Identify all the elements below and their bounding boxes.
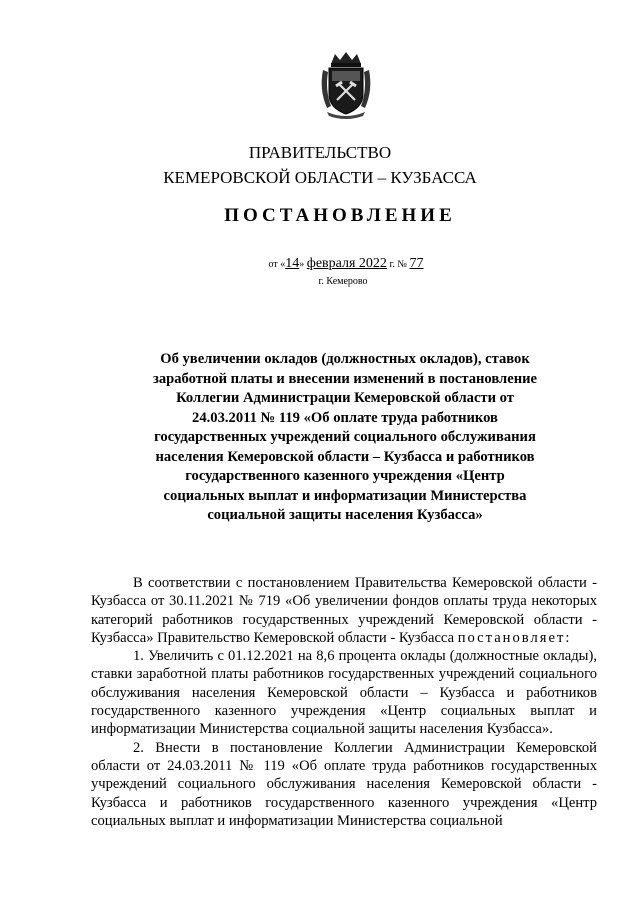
kuzbass-coat-of-arms-icon [317,50,375,120]
date-month-year: февраля 2022 [306,256,387,271]
date-close-quote: » [299,259,305,270]
number-sign: № [397,259,407,270]
date-prefix: от « [268,259,286,270]
preamble-text: В соответствии с постановлением Правительства Кемеровской области - Кузбасса от 30.11.2021 № 719 «Об увеличении фондов оплаты труда некоторых категорий работников государственных учреждений Кемеровской области - Кузбасса» Правительство Кемеровской области - Кузбасса [91,575,597,646]
document-number: 77 [409,256,424,271]
document-body [91,574,597,830]
document-type-title: ПОСТАНОВЛЕНИЕ [224,205,456,226]
city-name: г. Кемерово [318,276,368,287]
date-day: 14 [285,256,300,271]
date-year-suffix: г. [389,259,395,270]
date-number-line [0,256,640,272]
government-name-line1: ПРАВИТЕЛЬСТВО [248,143,392,162]
paragraph-preamble [91,574,597,647]
government-name-line2: КЕМЕРОВСКОЙ ОБЛАСТИ – КУЗБАССА [163,168,477,187]
paragraph-item-2: 2. Внести в постановление Коллегии Администрации Кемеровской области от 24.03.2011 № 119 «Об оплате труда работников государственных учреждений социального обслуживания населения Кемеровской области - Кузбасса и работников государственного казенного учреждения «Центр социальных выплат и информатизации Министерства социальной [91,739,597,829]
paragraph-item-1: 1. Увеличить с 01.12.2021 на 8,6 процента оклады (должностные оклады), ставки заработной платы работников государственных учреждений социального обслуживания населения Кемеровской области – Кузбасса и работников государственного казенного учреждения «Центр социальных выплат и информатизации Министерства социальной защиты населения Кузбасса». [91,648,597,738]
document-heading: Об увеличении окладов (должностных окладов), ставок заработной платы и внесении изменений в постановление Коллегии Администрации Кемеровской области от 24.03.2011 № 119 «Об оплате труда работников государственных учреждений социального обслуживания населения Кемеровской области – Кузбасса и работников государственного казенного учреждения «Центр социальных выплат и информатизации Министерства социальной защиты населения Кузбасса» [152,351,538,523]
resolves-word: постановляет: [457,629,572,646]
